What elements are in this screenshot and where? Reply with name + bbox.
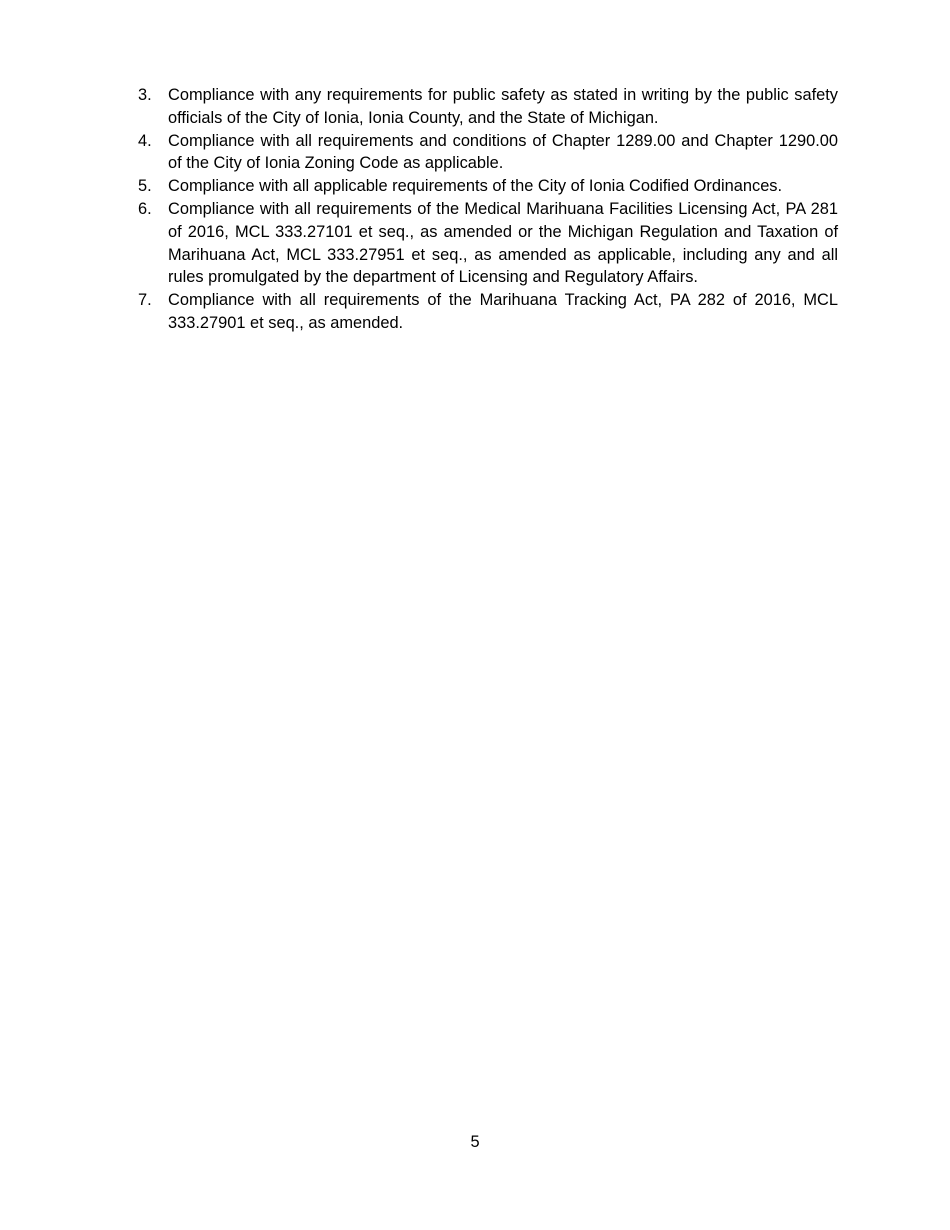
list-item-number: 3. <box>138 86 152 104</box>
list-item <box>138 198 838 289</box>
list-item-number: 7. <box>138 291 152 310</box>
list-item <box>138 130 838 176</box>
list-item-text: Compliance with all requirements and conditions of Chapter 1289.00 and Chapter 1290.00 of the City of Ionia Zoning Code as applicable. <box>168 131 838 173</box>
list-item-number: 6. <box>138 199 152 218</box>
list-item-text: Compliance with all requirements of the Marihuana Tracking Act, PA 282 of 2016, MCL 333.27901 et seq., as amended. <box>168 291 838 332</box>
list-item-text: Compliance with all requirements of the Medical Marihuana Facilities Licensing Act, PA 281 of 2016, MCL 333.27101 et seq., as amended or the Michigan Regulation and Taxation of Marihuana Act, MCL 333.27951 et seq., as amended as applicable, including any and all rules promulgated by the department of Licensing and Regulatory Affairs. <box>168 199 838 287</box>
page-number: 5 <box>470 1133 480 1151</box>
list-item <box>138 175 838 198</box>
list-item-text: Compliance with any requirements for public safety as stated in writing by the public safety officials of the City of Ionia, Ionia County, and the State of Michigan. <box>168 86 838 127</box>
list-item-number: 4. <box>138 131 152 150</box>
list-item-text: Compliance with all applicable requirements of the City of Ionia Codified Ordinances. <box>168 177 783 196</box>
list-item <box>138 289 838 335</box>
list-item-number: 5. <box>138 177 152 196</box>
list-item <box>138 84 838 130</box>
numbered-conditions-list <box>138 84 838 335</box>
